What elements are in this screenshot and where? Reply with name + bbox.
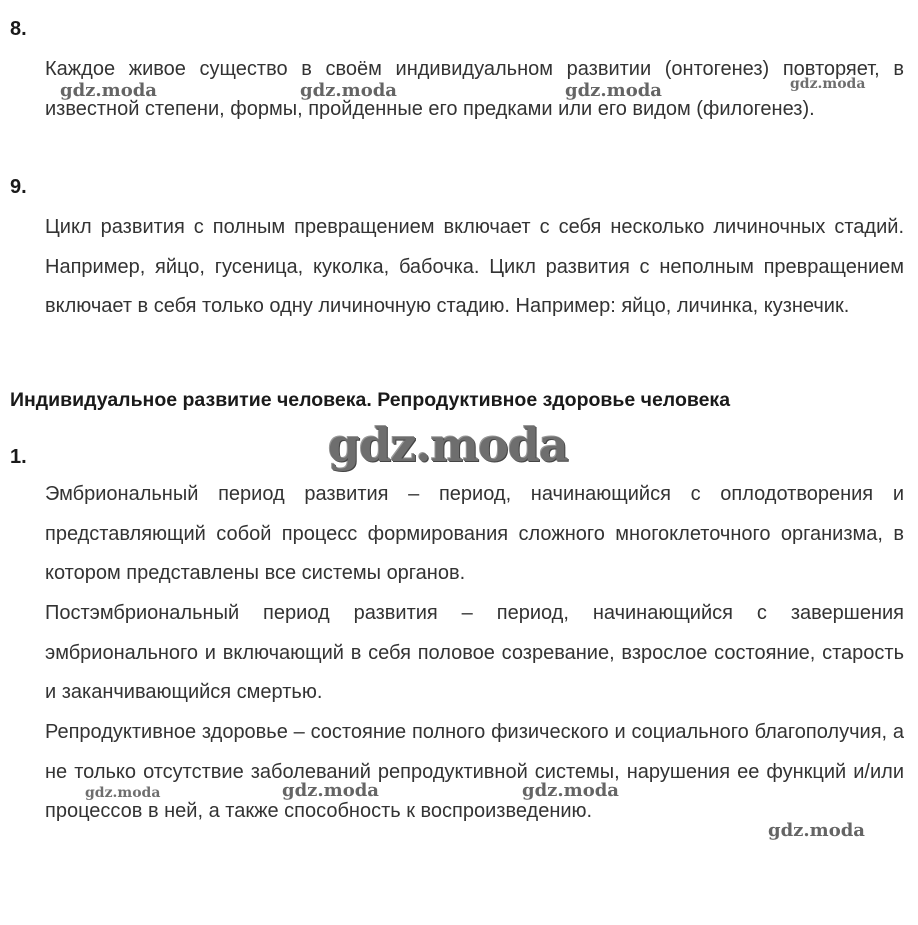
section-number-1: 1. [10,446,27,468]
watermark-large: gdz.moda [328,418,568,472]
section-1-paragraph-2: Постэмбриональный период развития – период, начинающийся с завершения эмбрионального и включающий в себя половое созревание, взрослое состояние, старость и заканчивающийся смертью. [45,602,904,703]
watermark: gdz.moda [522,780,619,801]
watermark: gdz.moda [768,820,865,841]
section-1-paragraph-3: Репродуктивное здоровье – состояние полного физического и социального благополучия, а не только отсутствие заболеваний репродуктивной системы, нарушения ее функций и/или процессов в ней, а также способность к воспроизведению. [45,721,904,822]
watermark: gdz.moda [282,780,379,801]
section-8-text: Каждое живое существо в своём индивидуальном развитии (онтогенез) повторяет, в известной степени, формы, пройденные его предками или его видом (филогенез). [45,58,904,120]
section-1-paragraph-1: Эмбриональный период развития – период, начинающийся с оплодотворения и представляющий собой процесс формирования сложного многоклеточного организма, в котором представлены все системы органов. [45,483,904,584]
section-number-9: 9. [10,176,27,198]
section-heading: Индивидуальное развитие человека. Репродуктивное здоровье человека [10,389,731,411]
watermark: gdz.moda [85,785,161,801]
section-9-text: Цикл развития с полным превращением включает с себя несколько личиночных стадий. Например, яйцо, гусеница, куколка, бабочка. Цикл развития с неполным превращением включает в себя только одну личиночную стадию. Например: яйцо, личинка, кузнечик. [45,216,904,317]
watermark: gdz.moda [60,80,157,101]
watermark: gdz.moda [565,80,662,101]
watermark: gdz.moda [300,80,397,101]
section-number-8: 8. [10,18,27,40]
watermark: gdz.moda [790,76,866,92]
